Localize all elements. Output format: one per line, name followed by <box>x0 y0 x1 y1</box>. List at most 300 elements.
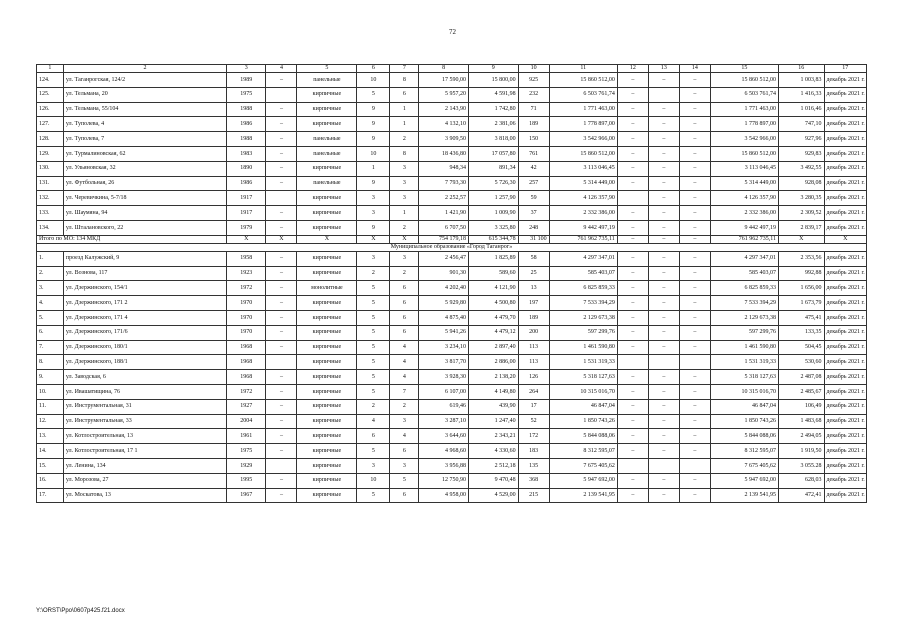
section-title-row <box>37 243 867 251</box>
table-cell: кирпичные <box>297 473 357 488</box>
table-cell: 15 800,00 <box>468 73 518 88</box>
table-cell: кирпичные <box>297 266 357 281</box>
table-cell: 6 707,50 <box>419 220 469 235</box>
table-row <box>37 384 867 399</box>
table-cell: 4 <box>390 340 419 355</box>
table-cell: декабрь 2021 г. <box>824 429 867 444</box>
table-cell: – <box>617 384 648 399</box>
table-cell: 9 <box>468 65 518 73</box>
table-cell: 3 287,10 <box>419 414 469 429</box>
table-cell: панельные <box>297 132 357 147</box>
table-cell <box>266 191 297 206</box>
table-cell: – <box>648 429 679 444</box>
table-cell: – <box>679 220 710 235</box>
table-cell: кирпичные <box>297 251 357 266</box>
table-cell: 7 533 394,29 <box>549 296 617 311</box>
table-cell: 106,49 <box>779 399 824 414</box>
table-cell: декабрь 2021 г. <box>824 325 867 340</box>
table-row <box>37 370 867 385</box>
table-row <box>37 296 867 311</box>
table-cell: декабрь 2021 г. <box>824 73 867 88</box>
table-row <box>37 325 867 340</box>
table-cell: 1 742,80 <box>468 102 518 117</box>
table-cell: – <box>679 414 710 429</box>
table-cell: – <box>617 266 648 281</box>
table-cell: – <box>266 266 297 281</box>
table-cell: – <box>617 176 648 191</box>
table-cell: 6 <box>390 488 419 503</box>
table-cell: 14. <box>37 444 64 459</box>
table-cell: 619,46 <box>419 399 469 414</box>
table-cell: 2. <box>37 266 64 281</box>
table-cell: 9. <box>37 370 64 385</box>
table-cell: – <box>266 399 297 414</box>
table-cell: 129. <box>37 146 64 161</box>
table-cell: 2 <box>390 399 419 414</box>
table-cell: 9 <box>357 176 390 191</box>
table-cell: 59 <box>518 191 549 206</box>
table-cell: – <box>617 473 648 488</box>
table-cell: 929,83 <box>779 146 824 161</box>
table-cell: 52 <box>518 414 549 429</box>
table-cell: X <box>390 235 419 243</box>
table-cell: 2 343,21 <box>468 429 518 444</box>
table-cell: – <box>266 444 297 459</box>
table-cell: 3 928,30 <box>419 370 469 385</box>
table-cell: кирпичные <box>297 488 357 503</box>
table-cell: 133,35 <box>779 325 824 340</box>
table-cell: декабрь 2021 г. <box>824 206 867 221</box>
table-cell: – <box>266 102 297 117</box>
table-cell: 5 <box>297 65 357 73</box>
table-cell: 135 <box>518 458 549 473</box>
table-cell: – <box>679 191 710 206</box>
table-cell: 1972 <box>227 384 266 399</box>
table-cell: 7. <box>37 340 64 355</box>
table-cell: 4 <box>390 355 419 370</box>
table-cell: X <box>357 235 390 243</box>
table-cell: 215 <box>518 488 549 503</box>
table-cell: 597 299,76 <box>710 325 778 340</box>
table-cell: 2 332 386,00 <box>549 206 617 221</box>
table-cell: 3 <box>227 65 266 73</box>
table-cell: 5 <box>357 340 390 355</box>
table-row <box>37 132 867 147</box>
table-cell: 5 <box>357 325 390 340</box>
table-cell: – <box>617 340 648 355</box>
table-cell: – <box>617 251 648 266</box>
table-cell: 130. <box>37 161 64 176</box>
table-cell: – <box>648 296 679 311</box>
table-cell: 6 503 761,74 <box>549 87 617 102</box>
table-row <box>37 117 867 132</box>
table-cell: 901,30 <box>419 266 469 281</box>
table-cell: 10 315 016,70 <box>710 384 778 399</box>
total-row <box>37 235 867 243</box>
table-cell: – <box>648 73 679 88</box>
table-cell: 761 962 735,11 <box>710 235 778 243</box>
table-cell: кирпичные <box>297 444 357 459</box>
table-cell: 46 847,04 <box>710 399 778 414</box>
page-number: 72 <box>449 28 456 36</box>
table-cell: 6 <box>390 87 419 102</box>
table-cell: – <box>266 488 297 503</box>
table-cell: 1968 <box>227 370 266 385</box>
table-row <box>37 399 867 414</box>
table-cell: ул. Дзержинского, 171 2 <box>63 296 226 311</box>
table-cell: ул. Котлостроительная, 13 <box>63 429 226 444</box>
table-cell: – <box>648 325 679 340</box>
table-cell: 3 234,10 <box>419 340 469 355</box>
table-cell: декабрь 2021 г. <box>824 399 867 414</box>
table-row <box>37 414 867 429</box>
table-cell: – <box>648 132 679 147</box>
table-cell: – <box>648 251 679 266</box>
table-cell: 368 <box>518 473 549 488</box>
table-cell: 1 <box>390 206 419 221</box>
table-cell: 1890 <box>227 161 266 176</box>
table-cell: 2 129 673,38 <box>549 310 617 325</box>
table-cell: кирпичные <box>297 399 357 414</box>
table-row <box>37 355 867 370</box>
table-cell: – <box>617 102 648 117</box>
table-row <box>37 102 867 117</box>
table-cell: 7 675 405,62 <box>710 458 778 473</box>
table-cell: 1 461 590,80 <box>549 340 617 355</box>
table-cell: 5 314 449,00 <box>549 176 617 191</box>
table-cell: 31 100 <box>518 235 549 243</box>
registry-table <box>36 64 867 503</box>
table-cell: ул. Шаумяна, 94 <box>63 206 226 221</box>
table-cell: 4 479,70 <box>468 310 518 325</box>
table-cell: кирпичные <box>297 325 357 340</box>
table-cell: – <box>617 429 648 444</box>
table-cell: X <box>824 235 867 243</box>
table-cell: – <box>617 370 648 385</box>
table-cell: 2 512,18 <box>468 458 518 473</box>
table-cell: 1 <box>37 65 64 73</box>
table-cell: – <box>679 266 710 281</box>
table-cell: 4 <box>390 429 419 444</box>
table-cell: 5 <box>357 444 390 459</box>
table-cell: – <box>617 310 648 325</box>
table-cell: 1. <box>37 251 64 266</box>
table-cell: 9 <box>357 132 390 147</box>
table-cell: ул. Дзержинского, 154/1 <box>63 281 226 296</box>
table-row <box>37 488 867 503</box>
table-cell: кирпичные <box>297 355 357 370</box>
table-cell: 5 <box>357 296 390 311</box>
table-cell: 1 257,90 <box>468 191 518 206</box>
table-cell: – <box>648 102 679 117</box>
table-cell: – <box>266 281 297 296</box>
table-cell: ул. Черевичкина, 5-7/18 <box>63 191 226 206</box>
table-cell: 761 <box>518 146 549 161</box>
table-cell: 5 314 449,00 <box>710 176 778 191</box>
table-cell: 5 726,30 <box>468 176 518 191</box>
table-cell: ул. Дзержинского, 171 4 <box>63 310 226 325</box>
table-row <box>37 87 867 102</box>
table-cell: панельные <box>297 73 357 88</box>
table-cell: 18 436,80 <box>419 146 469 161</box>
table-cell: 10 <box>357 146 390 161</box>
table-cell: 3 <box>357 191 390 206</box>
table-cell <box>266 458 297 473</box>
table-cell: декабрь 2021 г. <box>824 488 867 503</box>
table-cell: 3 <box>357 251 390 266</box>
table-cell: – <box>679 117 710 132</box>
table-cell: 6 <box>390 296 419 311</box>
table-cell: 1 850 743,26 <box>710 414 778 429</box>
table-cell: – <box>617 488 648 503</box>
table-cell: ул. Тельмана, 20 <box>63 87 226 102</box>
table-cell <box>617 458 648 473</box>
table-cell: 9 <box>357 102 390 117</box>
table-cell: 3 818,00 <box>468 132 518 147</box>
table-cell: 12 <box>617 65 648 73</box>
table-cell: 5 <box>357 355 390 370</box>
table-cell: 472,41 <box>779 488 824 503</box>
table-cell: 189 <box>518 310 549 325</box>
table-cell: 1 771 463,00 <box>710 102 778 117</box>
table-cell <box>266 355 297 370</box>
table-cell: 125. <box>37 87 64 102</box>
table-cell: 5 957,20 <box>419 87 469 102</box>
table-cell: 13. <box>37 429 64 444</box>
table-row <box>37 161 867 176</box>
table-cell: 7 675 405,62 <box>549 458 617 473</box>
table-cell: проезд Калужский, 9 <box>63 251 226 266</box>
table-row <box>37 251 867 266</box>
table-cell <box>679 355 710 370</box>
table-cell: 15 860 512,00 <box>710 146 778 161</box>
table-cell: декабрь 2021 г. <box>824 161 867 176</box>
table-cell: 4 132,10 <box>419 117 469 132</box>
table-cell <box>266 87 297 102</box>
table-cell: X <box>266 235 297 243</box>
table-cell: 1986 <box>227 176 266 191</box>
table-cell: – <box>617 414 648 429</box>
table-cell: – <box>266 473 297 488</box>
table-cell: 1927 <box>227 399 266 414</box>
table-cell: кирпичные <box>297 384 357 399</box>
table-cell: – <box>679 310 710 325</box>
table-cell <box>648 87 679 102</box>
table-cell: 7 <box>390 384 419 399</box>
table-cell: – <box>266 146 297 161</box>
table-cell: 42 <box>518 161 549 176</box>
table-cell: 4 591,98 <box>468 87 518 102</box>
table-cell: – <box>266 176 297 191</box>
table-cell: – <box>679 161 710 176</box>
table-cell: 16. <box>37 473 64 488</box>
table-cell: 2 309,52 <box>779 206 824 221</box>
table-cell: – <box>266 220 297 235</box>
table-cell: 3 909,50 <box>419 132 469 147</box>
table-cell: – <box>679 473 710 488</box>
table-cell: – <box>679 206 710 221</box>
table-cell: – <box>617 325 648 340</box>
table-cell: декабрь 2021 г. <box>824 266 867 281</box>
table-cell: 5 947 692,00 <box>549 473 617 488</box>
table-cell: – <box>679 73 710 88</box>
table-row <box>37 310 867 325</box>
table-row <box>37 444 867 459</box>
column-number-row <box>37 65 867 73</box>
table-cell: 530,60 <box>779 355 824 370</box>
table-cell: декабрь 2021 г. <box>824 132 867 147</box>
table-cell: ул. Дзержинского, 188/1 <box>63 355 226 370</box>
table-cell: 3 280,35 <box>779 191 824 206</box>
table-cell: 6 107,00 <box>419 384 469 399</box>
table-cell: 4 126 357,90 <box>549 191 617 206</box>
table-cell: 4 529,00 <box>468 488 518 503</box>
table-cell: 3 <box>390 191 419 206</box>
table-cell: 1 778 897,00 <box>549 117 617 132</box>
table-cell: – <box>648 340 679 355</box>
table-cell: 754 179,18 <box>419 235 469 243</box>
table-cell: ул. Морозова, 27 <box>63 473 226 488</box>
table-cell: 3 542 966,00 <box>549 132 617 147</box>
table-cell: 1961 <box>227 429 266 444</box>
table-cell: 761 962 735,11 <box>549 235 617 243</box>
table-cell: 891,34 <box>468 161 518 176</box>
table-cell: 15 860 512,00 <box>710 73 778 88</box>
table-cell: кирпичные <box>297 370 357 385</box>
table-cell: – <box>679 87 710 102</box>
table-cell: 7 793,30 <box>419 176 469 191</box>
table-row <box>37 281 867 296</box>
table-cell: 3 817,70 <box>419 355 469 370</box>
table-cell: 2 381,06 <box>468 117 518 132</box>
table-cell: 3 492,55 <box>779 161 824 176</box>
table-cell: 2 897,40 <box>468 340 518 355</box>
table-cell: декабрь 2021 г. <box>824 251 867 266</box>
table-cell: 2 <box>357 266 390 281</box>
table-cell: 1 421,90 <box>419 206 469 221</box>
table-cell: 1986 <box>227 117 266 132</box>
table-cell: 2 <box>390 266 419 281</box>
table-cell: 628,03 <box>779 473 824 488</box>
table-cell: – <box>617 117 648 132</box>
table-cell: 4 297 347,01 <box>710 251 778 266</box>
table-cell: 248 <box>518 220 549 235</box>
table-cell: 10 <box>518 65 549 73</box>
table-cell: 1917 <box>227 206 266 221</box>
table-cell: 6 <box>357 429 390 444</box>
table-cell: 925 <box>518 73 549 88</box>
table-cell: ул. Ульяновская, 32 <box>63 161 226 176</box>
table-cell: 8 312 595,07 <box>710 444 778 459</box>
table-cell: 46 847,04 <box>549 399 617 414</box>
table-cell: – <box>617 281 648 296</box>
table-cell: 7 <box>390 65 419 73</box>
table-cell: ул. Ивашатищина, 76 <box>63 384 226 399</box>
table-cell: 1970 <box>227 310 266 325</box>
file-path-footer: Y:\ORST\Ppo\0607p425.f21.docx <box>36 608 125 614</box>
table-cell <box>679 458 710 473</box>
table-cell: 1968 <box>227 340 266 355</box>
table-cell: 7 533 394,29 <box>710 296 778 311</box>
table-cell: – <box>617 73 648 88</box>
table-cell: 2 <box>357 399 390 414</box>
table-cell: 2 139 541,95 <box>549 488 617 503</box>
table-cell: – <box>617 220 648 235</box>
table-cell: – <box>266 370 297 385</box>
table-cell: – <box>266 310 297 325</box>
table-cell: декабрь 2021 г. <box>824 102 867 117</box>
table-cell: – <box>679 102 710 117</box>
table-cell: – <box>648 235 679 243</box>
table-row <box>37 473 867 488</box>
table-cell: 257 <box>518 176 549 191</box>
table-cell: декабрь 2021 г. <box>824 176 867 191</box>
table-cell: кирпичные <box>297 296 357 311</box>
table-cell: – <box>648 414 679 429</box>
table-cell: – <box>679 488 710 503</box>
table-cell: – <box>679 281 710 296</box>
table-cell: 1 531 319,33 <box>710 355 778 370</box>
table-cell: 5 <box>357 281 390 296</box>
table-cell: 17. <box>37 488 64 503</box>
table-cell: 232 <box>518 87 549 102</box>
table-cell: 992,88 <box>779 266 824 281</box>
table-cell: 1 461 590,80 <box>710 340 778 355</box>
table-cell: ул. Туполева, 7 <box>63 132 226 147</box>
table-cell: – <box>679 296 710 311</box>
table-cell: – <box>266 296 297 311</box>
table-cell: – <box>617 399 648 414</box>
table-cell: декабрь 2021 г. <box>824 191 867 206</box>
table-row <box>37 220 867 235</box>
table-cell: 2 138,20 <box>468 370 518 385</box>
table-cell: – <box>679 176 710 191</box>
table-cell: 1 656,00 <box>779 281 824 296</box>
table-cell: 5 929,80 <box>419 296 469 311</box>
table-cell: 4 875,40 <box>419 310 469 325</box>
table-cell: – <box>648 281 679 296</box>
table-cell: 1995 <box>227 473 266 488</box>
table-cell: ул. Инструментальная, 31 <box>63 399 226 414</box>
table-cell: ул. Шталановского, 22 <box>63 220 226 235</box>
table-cell: 1 673,79 <box>779 296 824 311</box>
table-cell: 1 531 319,33 <box>549 355 617 370</box>
table-cell: 15 <box>710 65 778 73</box>
table-cell: 71 <box>518 102 549 117</box>
table-cell: 1988 <box>227 132 266 147</box>
table-cell: – <box>266 161 297 176</box>
table-cell: 475,41 <box>779 310 824 325</box>
table-cell: 3 055.28 <box>779 458 824 473</box>
table-cell: 1975 <box>227 87 266 102</box>
table-cell: 5 <box>357 488 390 503</box>
table-cell: 6 <box>390 281 419 296</box>
table-cell: 439,90 <box>468 399 518 414</box>
table-cell: – <box>679 370 710 385</box>
table-cell: 1 <box>390 102 419 117</box>
table-cell: 6 <box>357 65 390 73</box>
table-cell: 1 416,33 <box>779 87 824 102</box>
table-cell: 5 <box>357 310 390 325</box>
table-cell: – <box>648 206 679 221</box>
table-cell: 1 919,50 <box>779 444 824 459</box>
table-cell: – <box>266 132 297 147</box>
table-cell: 948,34 <box>419 161 469 176</box>
table-cell: 3 <box>390 251 419 266</box>
table-cell: 5 941,26 <box>419 325 469 340</box>
table-cell: декабрь 2021 г. <box>824 146 867 161</box>
table-cell: кирпичные <box>297 340 357 355</box>
